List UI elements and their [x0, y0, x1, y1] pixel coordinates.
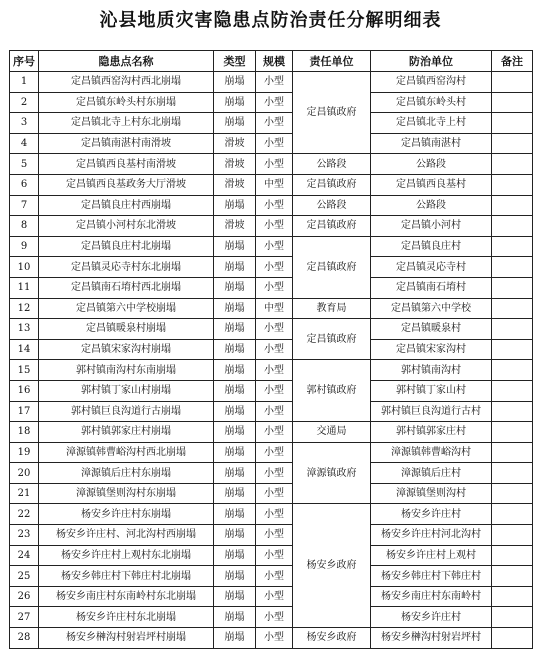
cell-index: 14: [10, 339, 39, 360]
cell-index: 7: [10, 195, 39, 216]
cell-index: 12: [10, 298, 39, 319]
responsibility-table: [9, 50, 533, 649]
cell-index: 21: [10, 483, 39, 504]
cell-responsible-unit: 定昌镇政府: [293, 319, 371, 360]
table-row: [10, 442, 533, 463]
cell-type: 崩塌: [214, 401, 256, 422]
cell-scale: 小型: [256, 257, 293, 278]
cell-scale: 小型: [256, 236, 293, 257]
cell-responsible-unit: 定昌镇政府: [293, 216, 371, 237]
table-row: [10, 483, 533, 504]
cell-hazard-name: 定昌镇灵応寺村东北崩塌: [39, 257, 214, 278]
cell-index: 16: [10, 380, 39, 401]
cell-scale: 小型: [256, 442, 293, 463]
cell-remarks: [492, 401, 533, 422]
cell-remarks: [492, 195, 533, 216]
cell-prevention-unit: 定昌镇南湛村: [371, 133, 492, 154]
cell-responsible-unit: 漳源镇政府: [293, 442, 371, 504]
page-title: 沁县地质灾害隐患点防治责任分解明细表: [99, 10, 442, 31]
cell-prevention-unit: 郭村镇南沟村: [371, 360, 492, 381]
table-row: [10, 401, 533, 422]
table-row: [10, 236, 533, 257]
cell-type: 崩塌: [214, 586, 256, 607]
cell-remarks: [492, 422, 533, 443]
cell-scale: 小型: [256, 216, 293, 237]
cell-index: 8: [10, 216, 39, 237]
cell-hazard-name: 定昌镇第六中学校崩塌: [39, 298, 214, 319]
cell-remarks: [492, 257, 533, 278]
table-row: [10, 360, 533, 381]
cell-type: 崩塌: [214, 463, 256, 484]
cell-hazard-name: 定昌镇北寺上村东北崩塌: [39, 113, 214, 134]
cell-hazard-name: 定昌镇小河村东北滑坡: [39, 216, 214, 237]
cell-hazard-name: 定昌镇南湛村南滑坡: [39, 133, 214, 154]
cell-remarks: [492, 72, 533, 93]
table-row: [10, 463, 533, 484]
cell-remarks: [492, 92, 533, 113]
cell-scale: 小型: [256, 463, 293, 484]
cell-type: 滑坡: [214, 216, 256, 237]
table-row: [10, 92, 533, 113]
cell-type: 崩塌: [214, 380, 256, 401]
cell-hazard-name: 郭村镇南沟村东南崩塌: [39, 360, 214, 381]
cell-index: 9: [10, 236, 39, 257]
cell-remarks: [492, 216, 533, 237]
cell-remarks: [492, 360, 533, 381]
cell-hazard-name: 杨安乡许庄村东北崩塌: [39, 607, 214, 628]
cell-scale: 小型: [256, 113, 293, 134]
cell-scale: 小型: [256, 195, 293, 216]
cell-type: 崩塌: [214, 236, 256, 257]
cell-prevention-unit: 定昌镇小河村: [371, 216, 492, 237]
cell-prevention-unit: 漳源镇后庄村: [371, 463, 492, 484]
cell-scale: 小型: [256, 92, 293, 113]
cell-hazard-name: 杨安乡榊沟村射岩坪村崩塌: [39, 628, 214, 649]
cell-index: 4: [10, 133, 39, 154]
cell-type: 崩塌: [214, 566, 256, 587]
cell-index: 1: [10, 72, 39, 93]
table-row: [10, 72, 533, 93]
cell-hazard-name: 漳源镇堡则沟村东崩塌: [39, 483, 214, 504]
cell-hazard-name: 定昌镇良庄村西崩塌: [39, 195, 214, 216]
cell-remarks: [492, 133, 533, 154]
table-row: [10, 133, 533, 154]
cell-remarks: [492, 463, 533, 484]
cell-prevention-unit: 杨安乡许庄村: [371, 607, 492, 628]
cell-responsible-unit: 公路段: [293, 154, 371, 175]
cell-type: 崩塌: [214, 195, 256, 216]
cell-hazard-name: 杨安乡南庄村东南岭村东北崩塌: [39, 586, 214, 607]
cell-type: 崩塌: [214, 545, 256, 566]
table-row: [10, 380, 533, 401]
cell-prevention-unit: 杨安乡许庄村上观村: [371, 545, 492, 566]
cell-remarks: [492, 483, 533, 504]
cell-index: 17: [10, 401, 39, 422]
cell-scale: 小型: [256, 401, 293, 422]
cell-scale: 小型: [256, 607, 293, 628]
cell-remarks: [492, 628, 533, 649]
cell-responsible-unit: 定昌镇政府: [293, 236, 371, 298]
cell-hazard-name: 定昌镇西窑沟村西北崩塌: [39, 72, 214, 93]
cell-prevention-unit: 定昌镇灵応寺村: [371, 257, 492, 278]
cell-scale: 小型: [256, 72, 293, 93]
cell-remarks: [492, 339, 533, 360]
cell-scale: 小型: [256, 319, 293, 340]
cell-responsible-unit: 定昌镇政府: [293, 72, 371, 154]
cell-index: 23: [10, 525, 39, 546]
cell-prevention-unit: 漳源镇堡则沟村: [371, 483, 492, 504]
cell-scale: 中型: [256, 298, 293, 319]
cell-prevention-unit: 郭村镇郭家庄村: [371, 422, 492, 443]
cell-scale: 小型: [256, 586, 293, 607]
cell-prevention-unit: 杨安乡许庄村河北沟村: [371, 525, 492, 546]
cell-scale: 小型: [256, 628, 293, 649]
table-row: [10, 319, 533, 340]
cell-hazard-name: 定昌镇南石堉村西北崩塌: [39, 277, 214, 298]
cell-prevention-unit: 定昌镇良庄村: [371, 236, 492, 257]
cell-prevention-unit: 公路段: [371, 195, 492, 216]
cell-type: 崩塌: [214, 72, 256, 93]
cell-hazard-name: 定昌镇西良基村南滑坡: [39, 154, 214, 175]
cell-scale: 小型: [256, 133, 293, 154]
table-header-row: [10, 51, 533, 72]
cell-remarks: [492, 442, 533, 463]
cell-hazard-name: 定昌镇西良基政务大厅滑坡: [39, 174, 214, 195]
cell-responsible-unit: 教育局: [293, 298, 371, 319]
cell-scale: 小型: [256, 380, 293, 401]
cell-remarks: [492, 113, 533, 134]
cell-type: 崩塌: [214, 607, 256, 628]
cell-type: 崩塌: [214, 525, 256, 546]
cell-hazard-name: 郭村镇郭家庄村崩塌: [39, 422, 214, 443]
cell-responsible-unit: 交通局: [293, 422, 371, 443]
cell-index: 10: [10, 257, 39, 278]
cell-hazard-name: 郭村镇丁家山村崩塌: [39, 380, 214, 401]
cell-scale: 小型: [256, 566, 293, 587]
table-row: [10, 607, 533, 628]
header-prevention-unit: 防治单位: [371, 51, 492, 72]
cell-remarks: [492, 504, 533, 525]
table-row: [10, 339, 533, 360]
cell-index: 13: [10, 319, 39, 340]
cell-hazard-name: 郭村镇巨良沟道行古崩塌: [39, 401, 214, 422]
cell-scale: 小型: [256, 277, 293, 298]
cell-prevention-unit: 定昌镇西窑沟村: [371, 72, 492, 93]
cell-prevention-unit: 郭村镇巨良沟道行古村: [371, 401, 492, 422]
table-row: [10, 216, 533, 237]
cell-prevention-unit: 杨安乡韩庄村下韩庄村: [371, 566, 492, 587]
cell-prevention-unit: 定昌镇东岭头村: [371, 92, 492, 113]
cell-index: 18: [10, 422, 39, 443]
cell-index: 6: [10, 174, 39, 195]
cell-responsible-unit: 郭村镇政府: [293, 360, 371, 422]
table-row: [10, 566, 533, 587]
cell-remarks: [492, 380, 533, 401]
cell-prevention-unit: 定昌镇南石堉村: [371, 277, 492, 298]
cell-type: 崩塌: [214, 298, 256, 319]
cell-type: 崩塌: [214, 113, 256, 134]
table-row: [10, 113, 533, 134]
cell-index: 2: [10, 92, 39, 113]
cell-remarks: [492, 566, 533, 587]
cell-responsible-unit: 杨安乡政府: [293, 628, 371, 649]
cell-prevention-unit: 杨安乡许庄村: [371, 504, 492, 525]
cell-prevention-unit: 公路段: [371, 154, 492, 175]
cell-hazard-name: 杨安乡许庄村、河北沟村西崩塌: [39, 525, 214, 546]
table-row: [10, 277, 533, 298]
cell-type: 滑坡: [214, 133, 256, 154]
header-hazard-name: 隐患点名称: [39, 51, 214, 72]
table-row: [10, 298, 533, 319]
cell-remarks: [492, 277, 533, 298]
cell-type: 崩塌: [214, 319, 256, 340]
cell-type: 崩塌: [214, 483, 256, 504]
cell-remarks: [492, 319, 533, 340]
cell-hazard-name: 定昌镇东岭头村东崩塌: [39, 92, 214, 113]
cell-prevention-unit: 杨安乡榊沟村射岩坪村: [371, 628, 492, 649]
cell-index: 28: [10, 628, 39, 649]
cell-scale: 小型: [256, 154, 293, 175]
cell-index: 25: [10, 566, 39, 587]
cell-remarks: [492, 236, 533, 257]
cell-index: 5: [10, 154, 39, 175]
cell-type: 崩塌: [214, 628, 256, 649]
cell-index: 22: [10, 504, 39, 525]
table-row: [10, 628, 533, 649]
table-row: [10, 195, 533, 216]
table-row: [10, 422, 533, 443]
cell-responsible-unit: 杨安乡政府: [293, 504, 371, 628]
table-row: [10, 174, 533, 195]
cell-responsible-unit: 定昌镇政府: [293, 174, 371, 195]
cell-index: 15: [10, 360, 39, 381]
cell-hazard-name: 定昌镇暖泉村崩塌: [39, 319, 214, 340]
cell-index: 20: [10, 463, 39, 484]
cell-hazard-name: 漳源镇韩曹峪沟村西北崩塌: [39, 442, 214, 463]
table-body: [10, 72, 533, 649]
cell-remarks: [492, 586, 533, 607]
cell-scale: 小型: [256, 483, 293, 504]
cell-hazard-name: 杨安乡韩庄村下韩庄村北崩塌: [39, 566, 214, 587]
cell-scale: 小型: [256, 339, 293, 360]
cell-remarks: [492, 154, 533, 175]
cell-remarks: [492, 545, 533, 566]
cell-remarks: [492, 174, 533, 195]
cell-type: 崩塌: [214, 92, 256, 113]
cell-scale: 小型: [256, 360, 293, 381]
cell-type: 崩塌: [214, 360, 256, 381]
table-row: [10, 257, 533, 278]
cell-prevention-unit: 定昌镇北寺上村: [371, 113, 492, 134]
cell-prevention-unit: 郭村镇丁家山村: [371, 380, 492, 401]
header-responsible-unit: 责任单位: [293, 51, 371, 72]
cell-index: 26: [10, 586, 39, 607]
cell-prevention-unit: 杨安乡南庄村东南岭村: [371, 586, 492, 607]
cell-type: 崩塌: [214, 422, 256, 443]
table-row: [10, 504, 533, 525]
cell-prevention-unit: 漳源镇韩曹峪沟村: [371, 442, 492, 463]
cell-index: 11: [10, 277, 39, 298]
cell-prevention-unit: 定昌镇宋家沟村: [371, 339, 492, 360]
cell-scale: 小型: [256, 545, 293, 566]
cell-type: 崩塌: [214, 442, 256, 463]
cell-type: 崩塌: [214, 504, 256, 525]
cell-scale: 小型: [256, 504, 293, 525]
header-scale: 规模: [256, 51, 293, 72]
cell-type: 崩塌: [214, 277, 256, 298]
cell-scale: 小型: [256, 422, 293, 443]
cell-scale: 中型: [256, 174, 293, 195]
cell-type: 崩塌: [214, 257, 256, 278]
cell-hazard-name: 杨安乡许庄村上观村东北崩塌: [39, 545, 214, 566]
cell-type: 滑坡: [214, 174, 256, 195]
cell-index: 19: [10, 442, 39, 463]
header-index: 序号: [10, 51, 39, 72]
cell-remarks: [492, 298, 533, 319]
cell-prevention-unit: 定昌镇暖泉村: [371, 319, 492, 340]
table-row: [10, 525, 533, 546]
cell-hazard-name: 漳源镇后庄村东崩塌: [39, 463, 214, 484]
cell-index: 3: [10, 113, 39, 134]
cell-hazard-name: 定昌镇宋家沟村崩塌: [39, 339, 214, 360]
cell-remarks: [492, 525, 533, 546]
header-remarks: 备注: [492, 51, 533, 72]
cell-remarks: [492, 607, 533, 628]
cell-scale: 小型: [256, 525, 293, 546]
cell-hazard-name: 定昌镇良庄村北崩塌: [39, 236, 214, 257]
cell-responsible-unit: 公路段: [293, 195, 371, 216]
cell-index: 27: [10, 607, 39, 628]
table-row: [10, 586, 533, 607]
cell-hazard-name: 杨安乡许庄村东崩塌: [39, 504, 214, 525]
cell-type: 崩塌: [214, 339, 256, 360]
cell-type: 滑坡: [214, 154, 256, 175]
cell-prevention-unit: 定昌镇西良基村: [371, 174, 492, 195]
header-type: 类型: [214, 51, 256, 72]
table-row: [10, 154, 533, 175]
table-row: [10, 545, 533, 566]
cell-prevention-unit: 定昌镇第六中学校: [371, 298, 492, 319]
cell-index: 24: [10, 545, 39, 566]
